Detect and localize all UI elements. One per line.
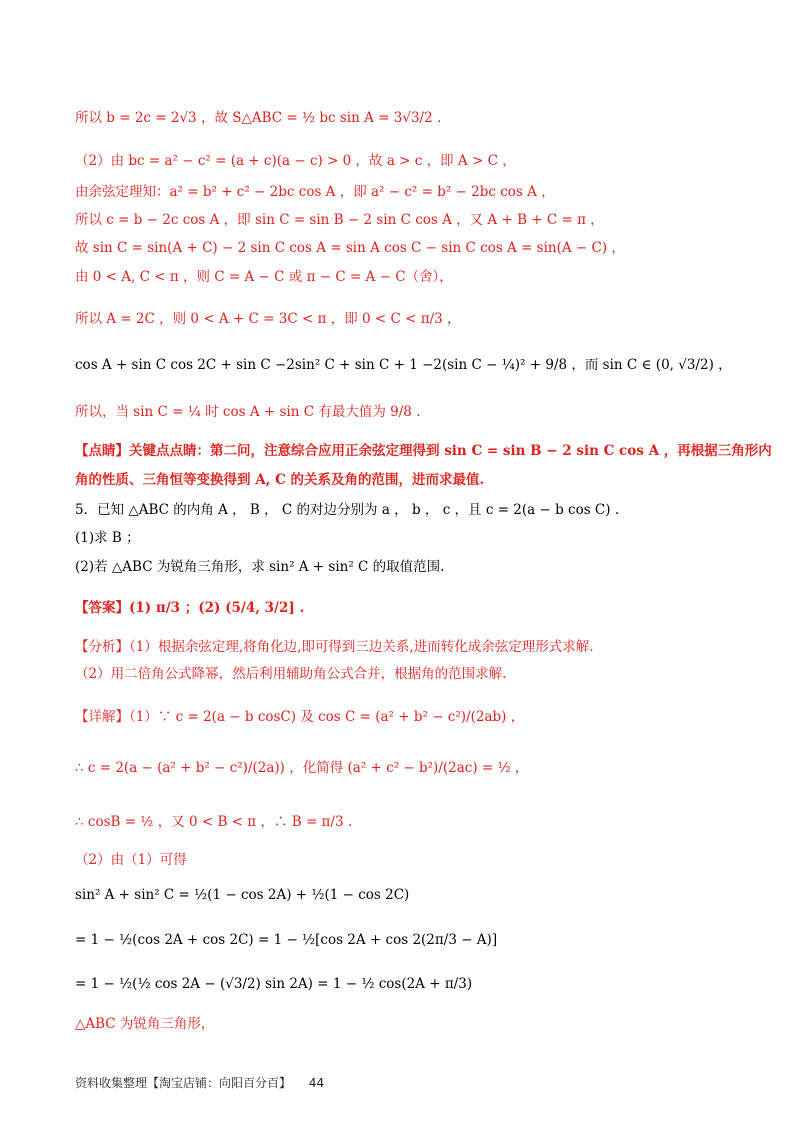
text-line: ∴ c = 2(a − (a² + b² − c²)/(2a)) ，化简得 (a² + c² − b²)/(2ac) = ½ ， [75,760,529,776]
text-line: = 1 − ½(½ cos 2A − (√3/2) sin 2A) = 1 − ½ cos(2A + π/3) [75,976,473,992]
text-line: 【答案】(1) π/3 ；(2) (5/4, 3/2] . [75,600,305,616]
text-line: sin² A + sin² C = ½(1 − cos 2A) + ½(1 − cos 2C) [75,887,410,903]
text-line: （2）由（1）可得 [75,852,187,868]
text-line: 所以 A = 2C ，则 0 < A + C = 3C < π ，即 0 < C < π/3 ， [75,311,461,327]
text-line: (1)求 B ； [75,530,140,546]
text-line: △ABC 为锐角三角形， [75,1016,215,1032]
text-line: 【分析】（1）根据余弦定理,将角化边,即可得到三边关系,进而转化成余弦定理形式求解. [75,639,594,655]
text-line: 故 sin C = sin(A + C) − 2 sin C cos A = sin A cos C − sin C cos A = sin(A − C) ， [75,240,625,256]
footer-text: 资料收集整理【淘宝店铺：向阳百分百】 [75,1076,292,1090]
text-line: 所以，当 sin C = ¼ 时 cos A + sin C 有最大值为 9/8 . [75,404,421,420]
text-line: = 1 − ½(cos 2A + cos 2C) = 1 − ½[cos 2A + cos 2(2π/3 − A)] [75,932,498,948]
text-line: cos A + sin C cos 2C + sin C −2sin² C + sin C + 1 −2(sin C − ¼)² + 9/8 ，而 sin C ∈ (0, √3/2) ， [75,357,732,373]
text-line: 角的性质、三角恒等变换得到 A, C 的关系及角的范围，进而求最值. [75,472,485,488]
text-line: 5．已知 △ABC 的内角 A ， B ， C 的对边分别为 a ， b ， c ，且 c = 2(a − b cos C) . [75,502,620,518]
page-footer [75,1074,324,1091]
text-line: 由 0 < A, C < π ，则 C = A − C 或 π − C = A − C（舍）， [75,269,453,285]
text-line: (2)若 △ABC 为锐角三角形，求 sin² A + sin² C 的取值范围. [75,559,445,575]
text-line: 【详解】（1）∵ c = 2(a − b cosC) 及 cos C = (a² + b² − c²)/(2ab) ， [75,709,525,725]
text-line: 【点睛】关键点点睛：第二问，注意综合应用正余弦定理得到 sin C = sin B − 2 sin C cos A ，再根据三角形内 [75,443,772,459]
text-line: 所以 b = 2c = 2√3 ，故 S△ABC = ½ bc sin A = 3√3/2 . [75,110,442,126]
text-line: ∴ cosB = ½ ，又 0 < B < π ，∴ B = π/3 . [75,814,353,830]
text-line: （2）用二倍角公式降幂，然后利用辅助角公式合并，根据角的范围求解. [75,666,507,682]
text-line: （2）由 bc = a² − c² = (a + c)(a − c) > 0 ，故 a > c ，即 A > C ， [75,153,516,169]
text-line: 所以 c = b − 2c cos A ，即 sin C = sin B − 2 sin C cos A ，又 A + B + C = π ， [75,212,604,228]
page-number: 44 [308,1076,325,1090]
text-line: 由余弦定理知：a² = b² + c² − 2bc cos A ，即 a² − c² = b² − 2bc cos A ， [75,184,555,200]
